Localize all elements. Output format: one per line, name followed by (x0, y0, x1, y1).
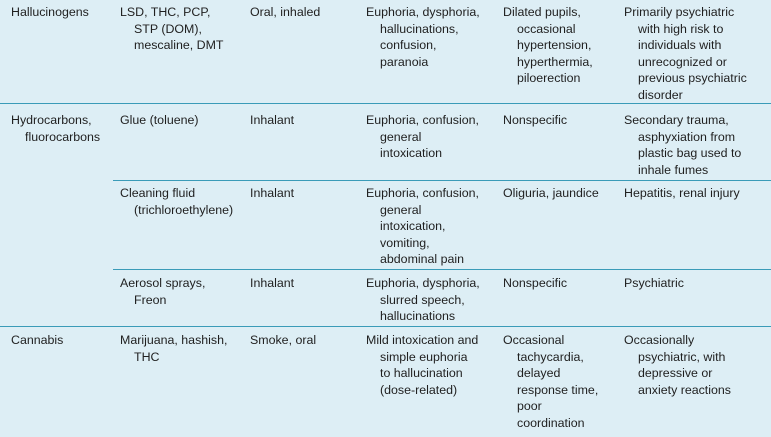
route-cell (250, 4, 320, 21)
cell-text-line: plastic bag used to (638, 146, 742, 161)
cell-text-line: response time, (517, 382, 599, 397)
cell-text-line: (trichloroethylene) (134, 202, 234, 217)
cell-text-line: simple euphoria (380, 349, 468, 364)
cell-text-line: Hydrocarbons, (11, 113, 92, 127)
row-divider (0, 326, 771, 327)
cell-text-line: occasional (517, 21, 576, 36)
cell-text-line: to hallucination (380, 366, 463, 381)
cell-text-line: Inhalant (250, 276, 295, 290)
cell-text-line: Oral, inhaled (250, 5, 321, 19)
category-cell (11, 112, 100, 145)
cell-text-line: Freon (134, 292, 167, 307)
cell-text-line: delayed (517, 366, 561, 381)
cell-text-line: tachycardia, (517, 349, 584, 364)
cell-text-line: Euphoria, dysphoria, (366, 276, 480, 290)
cell-text-line: general (380, 202, 422, 217)
complications-cell (624, 275, 684, 292)
effects-cell (366, 4, 480, 70)
cell-text-line: previous psychiatric (638, 71, 747, 86)
substance-cell (120, 185, 233, 218)
route-cell (250, 112, 294, 129)
cell-text-line: slurred speech, (380, 292, 465, 307)
cell-text-line: general (380, 129, 422, 144)
cell-text-line: Cannabis (11, 333, 64, 347)
cell-text-line: Nonspecific (503, 113, 568, 127)
cell-text-line: STP (DOM), (134, 21, 202, 36)
cell-text-line: Dilated pupils, (503, 5, 581, 19)
cell-text-line: Cleaning fluid (120, 186, 196, 200)
cell-text-line: Hallucinogens (11, 5, 89, 19)
complications-cell (624, 332, 731, 398)
cell-text-line: Inhalant (250, 113, 295, 127)
cell-text-line: poor (517, 399, 542, 414)
row-divider (113, 180, 771, 181)
cell-text-line: Occasional (503, 333, 565, 347)
category-cell (11, 4, 89, 21)
cell-text-line: Glue (toluene) (120, 113, 199, 127)
cell-text-line: disorder (638, 87, 683, 102)
cell-text-line: Primarily psychiatric (624, 5, 735, 19)
effects-cell (366, 332, 478, 398)
cell-text-line: hypertension, (517, 38, 592, 53)
cell-text-line: Smoke, oral (250, 333, 317, 347)
category-cell (11, 332, 63, 349)
cell-text-line: Secondary trauma, (624, 113, 729, 127)
cell-text-line: Mild intoxication and (366, 333, 479, 347)
cell-text-line: asphyxiation from (638, 129, 736, 144)
cell-text-line: hallucinations (380, 309, 456, 324)
effects-cell (366, 112, 479, 162)
cell-text-line: intoxication (380, 146, 442, 161)
cell-text-line: hyperthermia, (517, 54, 593, 69)
substance-cell (120, 4, 224, 54)
cell-text-line: confusion, (380, 38, 437, 53)
substance-cell (120, 332, 227, 365)
route-cell (250, 185, 294, 202)
cell-text-line: depressive or (638, 366, 713, 381)
cell-text-line: Euphoria, confusion, (366, 113, 479, 127)
cell-text-line: Psychiatric (624, 276, 684, 290)
cell-text-line: hallucinations, (380, 21, 459, 36)
signs-cell (503, 112, 567, 129)
cell-text-line: Euphoria, confusion, (366, 186, 479, 200)
complications-cell (624, 112, 741, 178)
signs-cell (503, 185, 599, 202)
signs-cell (503, 4, 593, 87)
effects-cell (366, 275, 480, 325)
cell-text-line: (dose-related) (380, 382, 458, 397)
route-cell (250, 332, 316, 349)
cell-text-line: Inhalant (250, 186, 295, 200)
signs-cell (503, 332, 598, 432)
signs-cell (503, 275, 567, 292)
cell-text-line: individuals with (638, 38, 722, 53)
route-cell (250, 275, 294, 292)
cell-text-line: Hepatitis, renal injury (624, 186, 740, 200)
cell-text-line: Oliguria, jaundice (503, 186, 599, 200)
complications-cell (624, 4, 747, 104)
cell-text-line: with high risk to (638, 21, 724, 36)
complications-cell (624, 185, 740, 202)
substance-cell (120, 275, 205, 308)
substance-cell (120, 112, 199, 129)
cell-text-line: mescaline, DMT (134, 38, 224, 53)
cell-text-line: Aerosol sprays, (120, 276, 206, 290)
cell-text-line: coordination (517, 415, 585, 430)
cell-text-line: abdominal pain (380, 252, 465, 267)
cell-text-line: anxiety reactions (638, 382, 731, 397)
cell-text-line: LSD, THC, PCP, (120, 5, 211, 19)
cell-text-line: Euphoria, dysphoria, (366, 5, 480, 19)
effects-cell (366, 185, 479, 268)
cell-text-line: Nonspecific (503, 276, 568, 290)
cell-text-line: Occasionally (624, 333, 695, 347)
cell-text-line: vomiting, (380, 235, 430, 250)
cell-text-line: unrecognized or (638, 54, 727, 69)
cell-text-line: inhale fumes (638, 162, 709, 177)
row-divider (113, 269, 771, 270)
cell-text-line: Marijuana, hashish, (120, 333, 228, 347)
cell-text-line: piloerection (517, 71, 581, 86)
cell-text-line: THC (134, 349, 160, 364)
cell-text-line: fluorocarbons (25, 129, 101, 144)
cell-text-line: paranoia (380, 54, 429, 69)
cell-text-line: psychiatric, with (638, 349, 726, 364)
cell-text-line: intoxication, (380, 219, 446, 234)
